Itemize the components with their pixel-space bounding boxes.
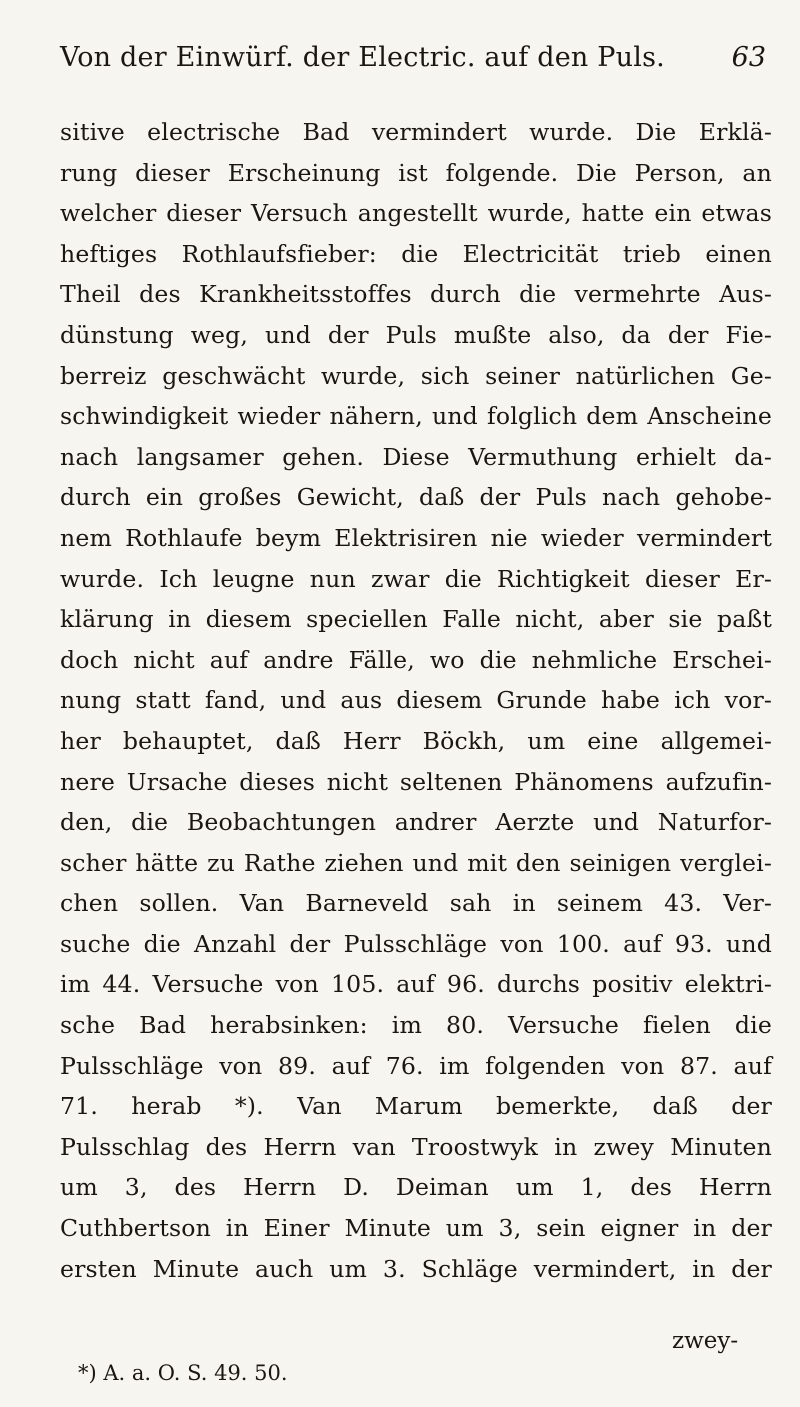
text-line: heftiges Rothlaufsfieber: die Electricität trieb einen (60, 239, 772, 268)
text-line: 71. herab *). Van Marum bemerkte, daß der (60, 1092, 772, 1121)
body-text (60, 112, 772, 1289)
text-line: sitive electrische Bad vermindert wurde. Die Erklä- (60, 118, 772, 146)
text-line: rung dieser Erscheinung ist folgende. Die Person, an (60, 158, 772, 187)
text-line: durch ein großes Gewicht, daß der Puls nach gehobe- (60, 483, 772, 512)
page-number: 63 (731, 42, 766, 73)
text-line: nere Ursache dieses nicht seltenen Phänomens aufzufin- (60, 767, 772, 796)
text-line: Cuthbertson in Einer Minute um 3, sein eigner in der (60, 1214, 772, 1243)
text-line: schwindigkeit wieder nähern, und folglich dem Anscheine (60, 402, 772, 431)
text-line: welcher dieser Versuch angestellt wurde, hatte ein etwas (60, 199, 772, 228)
text-line: um 3, des Herrn D. Deiman um 1, des Herrn (60, 1173, 772, 1202)
text-line: her behauptet, daß Herr Böckh, um eine allgemei- (60, 726, 772, 755)
text-line: Theil des Krankheitsstoffes durch die vermehrte Aus- (60, 280, 772, 309)
text-line: klärung in diesem speciellen Falle nicht, aber sie paßt (60, 605, 772, 634)
footnote: *) A. a. O. S. 49. 50. (78, 1361, 288, 1385)
text-line: suche die Anzahl der Pulsschläge von 100. auf 93. und (60, 929, 772, 958)
text-line: scher hätte zu Rathe ziehen und mit den seinigen verglei- (60, 848, 772, 877)
text-line: sche Bad herabsinken: im 80. Versuche fielen die (60, 1011, 772, 1040)
text-line: nem Rothlaufe beym Elektrisiren nie wieder vermindert (60, 523, 772, 552)
text-line: im 44. Versuche von 105. auf 96. durchs positiv elektri- (60, 970, 772, 999)
text-line: nung statt fand, und aus diesem Grunde habe ich vor- (60, 686, 772, 715)
text-line: berreiz geschwächt wurde, sich seiner natürlichen Ge- (60, 361, 772, 390)
text-line: chen sollen. Van Barneveld sah in seinem 43. Ver- (60, 889, 772, 918)
text-line: doch nicht auf andre Fälle, wo die nehmliche Erschei- (60, 645, 772, 674)
running-title: Von der Einwürf. der Electric. auf den Puls. (60, 42, 665, 73)
text-line: nach langsamer gehen. Diese Vermuthung erhielt da- (60, 442, 772, 471)
text-line: Pulsschlag des Herrn van Troostwyk in zwey Minuten (60, 1132, 772, 1161)
running-head (60, 38, 766, 94)
text-line: dünstung weg, und der Puls mußte also, da der Fie- (60, 320, 772, 349)
text-line: wurde. Ich leugne nun zwar die Richtigkeit dieser Er- (60, 564, 772, 593)
text-line: Pulsschläge von 89. auf 76. im folgenden von 87. auf (60, 1051, 772, 1080)
text-line: den, die Beobachtungen andrer Aerzte und Naturfor- (60, 808, 772, 837)
catchword: zwey- (672, 1328, 739, 1354)
text-line: ersten Minute auch um 3. Schläge vermindert, in der (60, 1254, 772, 1283)
